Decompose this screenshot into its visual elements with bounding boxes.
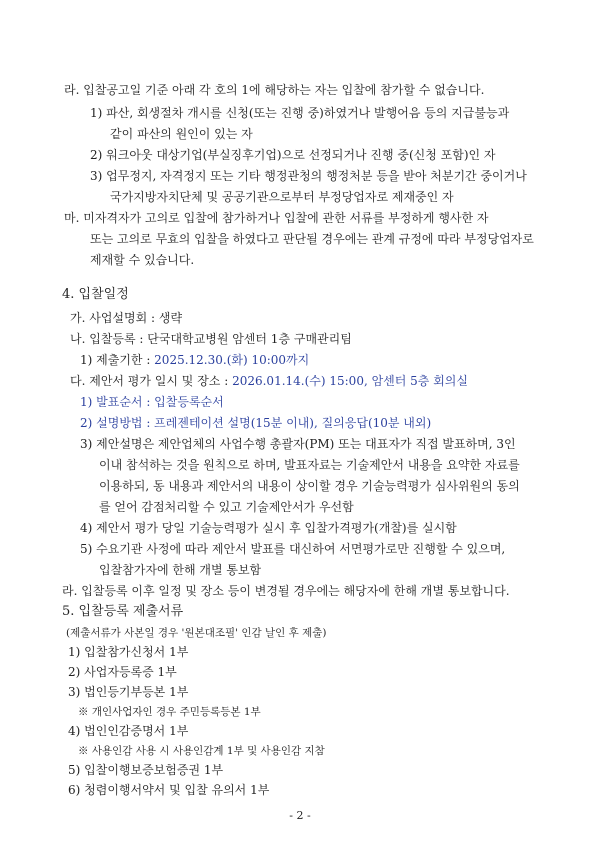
clause-ra-item-1-cont: 같이 파산의 원인이 있는 자 <box>110 127 253 141</box>
doc-item-4-note: ※ 사용인감 사용 시 사용인감계 1부 및 사용인감 지참 <box>78 745 325 757</box>
clause-ra-item-3: 3) 업무정지, 자격정지 또는 기타 행정관청의 행정처분 등을 받아 처분기간 중이거나 <box>90 169 527 183</box>
item-da-3-cont-3: 를 얻어 감점처리할 수 있고 기술제안서가 우선함 <box>99 500 354 514</box>
item-da <box>70 373 468 389</box>
deadline-value: 2025.12.30.(화) 10:00까지 <box>154 353 310 367</box>
doc-item-5: 5) 입찰이행보증보험증권 1부 <box>68 763 224 777</box>
item-da-1: 1) 발표순서 : 입찰등록순서 <box>80 395 224 409</box>
clause-ra-item-1: 1) 파산, 회생절차 개시를 신청(또는 진행 중)하였거나 발행어음 등의 지급불능과 <box>90 106 510 120</box>
item-da-3-cont-2: 이용하되, 동 내용과 제안서의 내용이 상이할 경우 기술능력평가 심사위원의 동의 <box>99 479 520 493</box>
clause-ra: 라. 입찰공고일 기준 아래 각 호의 1에 해당하는 자는 입찰에 참가할 수 없습니다. <box>64 83 485 97</box>
page-number: - 2 - <box>289 809 311 822</box>
clause-ra-item-3-cont: 국가지방자치단체 및 공공기관으로부터 부정당업자로 제재중인 자 <box>110 190 454 204</box>
item-da-4: 4) 제안서 평가 당일 기술능력평가 실시 후 입찰가격평가(개찰)를 실시함 <box>80 521 457 535</box>
clause-ma-cont-1: 또는 고의로 무효의 입찰을 하였다고 판단될 경우에는 관계 규정에 따라 부정당업자로 <box>90 232 534 246</box>
item-da-2: 2) 설명방법 : 프레젠테이션 설명(15분 이내), 질의응답(10분 내외) <box>80 416 432 430</box>
section-5-note: (제출서류가 사본일 경우 '원본대조필' 인감 날인 후 제출) <box>66 627 327 639</box>
doc-item-1: 1) 입찰참가신청서 1부 <box>68 645 189 659</box>
doc-item-2: 2) 사업자등록증 1부 <box>68 665 177 679</box>
item-da-3-cont-1: 이내 참석하는 것을 원칙으로 하며, 발표자료는 기술제안서 내용을 요약한 자료를 <box>99 458 520 472</box>
item-ra-notice: 라. 입찰등록 이후 일정 및 장소 등이 변경될 경우에는 해당자에 한해 개별 통보합니다. <box>62 584 510 598</box>
item-da-5-cont: 입찰참가자에 한해 개별 통보함 <box>99 563 262 577</box>
item-da-5: 5) 수요기관 사정에 따라 제안서 발표를 대신하여 서면평가로만 진행할 수 있으며, <box>80 542 506 556</box>
section-5-heading: 5. 입찰등록 제출서류 <box>62 604 184 619</box>
section-4-heading: 4. 입찰일정 <box>62 287 129 302</box>
doc-item-6: 6) 청렴이행서약서 및 입찰 유의서 1부 <box>68 783 270 797</box>
item-ga: 가. 사업설명회 : 생략 <box>70 311 183 325</box>
item-na-1 <box>80 352 309 368</box>
clause-ma: 마. 미자격자가 고의로 입찰에 참가하거나 입찰에 관한 서류를 부정하게 행사한 자 <box>64 211 489 225</box>
eval-label: 다. 제안서 평가 일시 및 장소 : <box>70 374 233 388</box>
doc-item-3-note: ※ 개인사업자인 경우 주민등록등본 1부 <box>78 706 261 718</box>
item-na: 나. 입찰등록 : 단국대학교병원 암센터 1층 구매관리팀 <box>70 332 352 346</box>
eval-value: 2026.01.14.(수) 15:00, 암센터 5층 회의실 <box>232 374 468 388</box>
item-da-3: 3) 제안설명은 제안업체의 사업수행 총괄자(PM) 또는 대표자가 직접 발표하며, 3인 <box>80 437 516 451</box>
deadline-label: 1) 제출기한 : <box>80 353 155 367</box>
doc-item-4: 4) 법인인감증명서 1부 <box>68 724 189 738</box>
clause-ra-item-2: 2) 워크아웃 대상기업(부실징후기업)으로 선정되거나 진행 중(신청 포함)인 자 <box>90 148 496 162</box>
clause-ma-cont-2: 제재할 수 있습니다. <box>90 253 195 267</box>
doc-item-3: 3) 법인등기부등본 1부 <box>68 685 189 699</box>
